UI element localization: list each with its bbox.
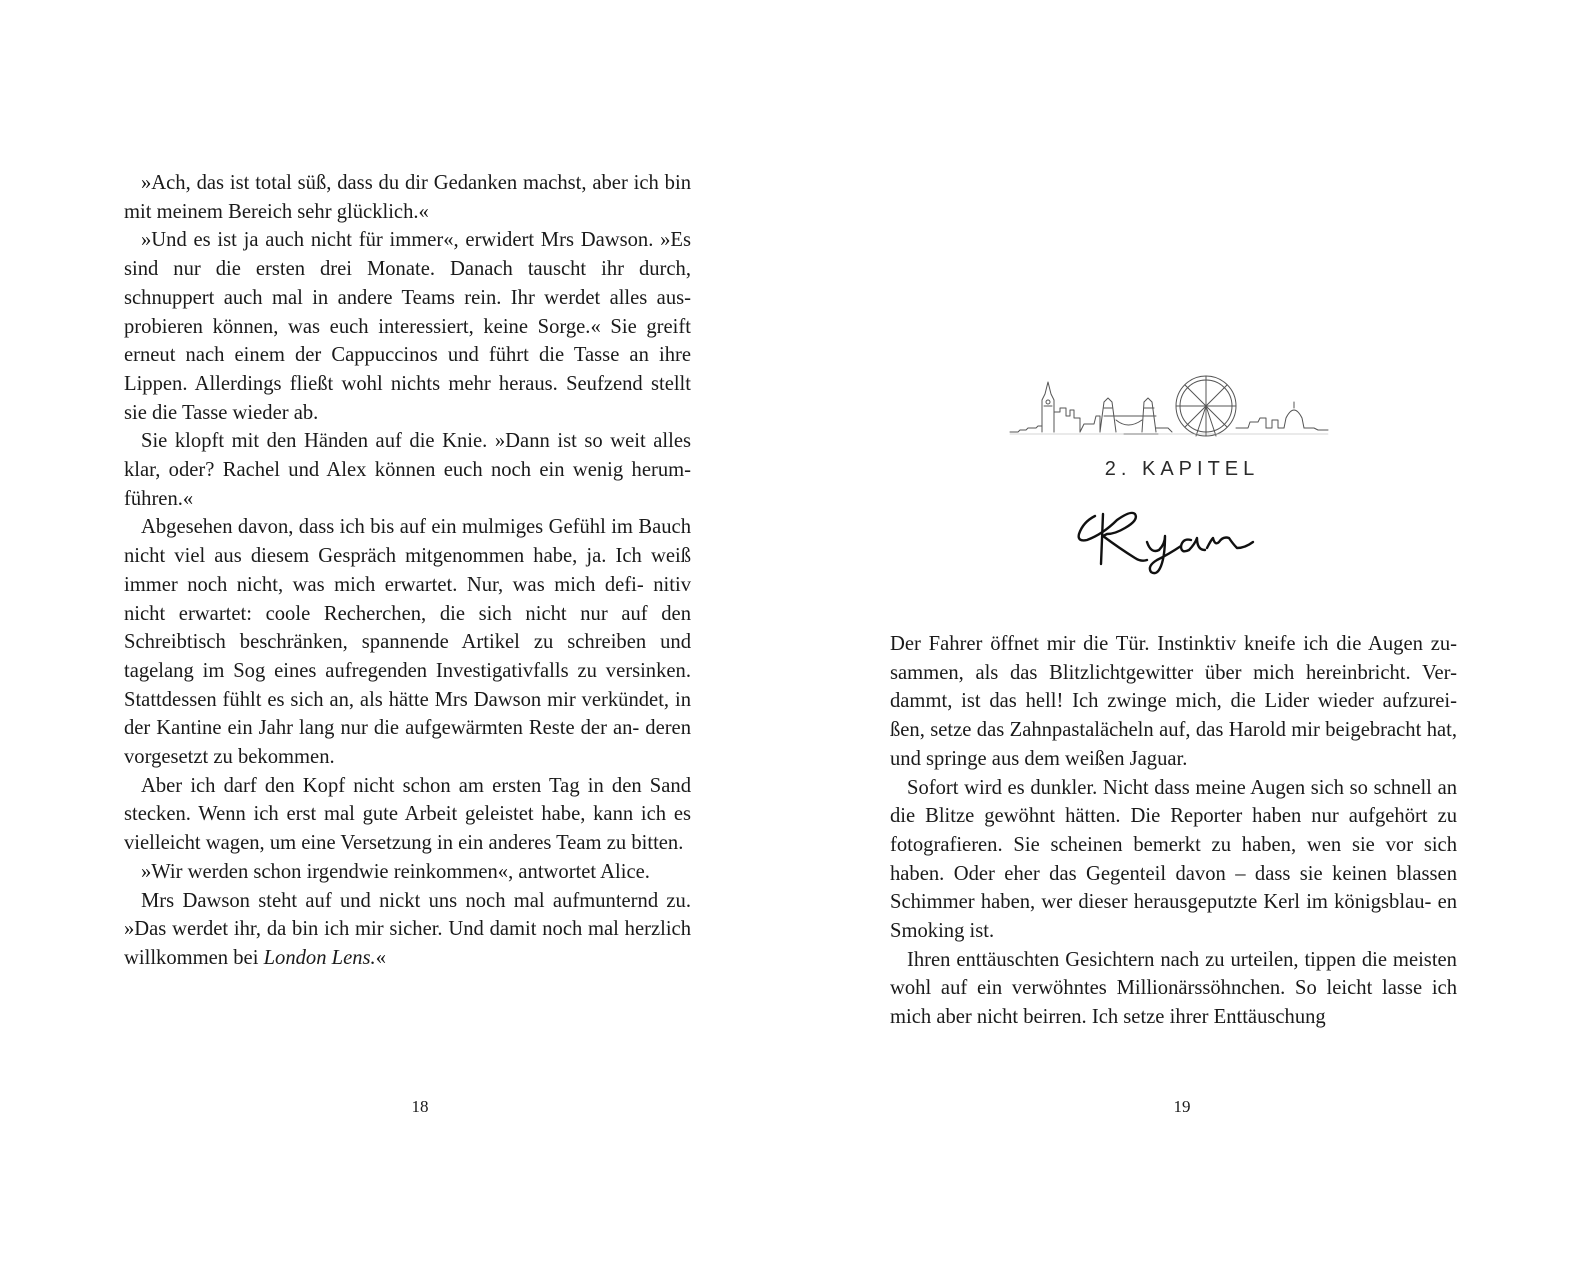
text-line: Ihren enttäuschten Gesichtern nach zu urteilen, tippen die: [907, 948, 1387, 971]
right-page-body: [890, 630, 1457, 1032]
text-line: dammt, ist das hell! Ich zwinge mich, die Lider wieder aufzurei-: [890, 690, 1457, 713]
page-number-left: 18: [411, 1097, 429, 1116]
text-line: zu fotografieren. Sie scheinen bemerkt zu haben, wen sie vor sich: [890, 805, 1457, 856]
text-line: Aber ich darf den Kopf nicht schon am ersten Tag in den Sand: [141, 774, 691, 797]
text-line: klar, oder? Rachel und Alex können euch noch ein wenig herum-: [124, 459, 691, 482]
text-line: in der Kantine ein Jahr lang nur die aufgewärmten Reste der an-: [124, 688, 692, 740]
text-line: sammen, als das Blitzlichtgewitter über mich hereinbricht. Ver-: [890, 661, 1457, 684]
text-line: probieren können, was euch interessiert, keine Sorge.« Sie greift: [124, 315, 691, 338]
text-line: en Smoking ist.: [890, 891, 1457, 943]
publication-title: London Lens.: [263, 946, 376, 969]
text-line: Abgesehen davon, dass ich bis auf ein mulmiges Gefühl im: [141, 516, 633, 539]
text-line: hat, und springe aus dem weißen Jaguar.: [890, 719, 1457, 770]
text-line: schnuppert auch mal in andere Teams rein. Ihr werdet alles aus-: [124, 286, 691, 309]
text-line: weiß immer noch nicht, was mich erwartet. Nur, was mich defi-: [124, 545, 691, 596]
paragraph: [124, 887, 691, 973]
text-line: Sie klopft mit den Händen auf die Knie. »Dann ist so weit alles: [141, 430, 691, 453]
paragraph: [890, 630, 1457, 774]
text-line: Mrs Dawson steht auf und nickt uns noch mal aufmunternd zu.: [141, 889, 691, 912]
paragraph: [124, 772, 691, 858]
text-line: nitiv nicht erwartet: coole Recherchen, die sich nicht nur auf den: [124, 573, 692, 625]
text-line: Stattdessen fühlt es sich an, als hätte Mrs Dawson mir verkündet,: [124, 688, 670, 711]
text-line: deren vorgesetzt zu bekommen.: [124, 717, 691, 769]
text-line: »Wir werden schon irgendwie reinkommen«, antwortet Alice.: [141, 860, 650, 883]
text-line: haben. Oder eher das Gegenteil davon – dass sie keinen blassen: [890, 862, 1457, 885]
text-line: Der Fahrer öffnet mir die Tür. Instinktiv kneife ich die Augen zu-: [890, 633, 1457, 655]
paragraph: [124, 513, 691, 771]
text-line: Schreibtisch beschränken, spannende Artikel zu schreiben und: [124, 631, 691, 654]
text-line: meisten wohl auf ein verwöhntes Millionärssöhnchen. So leicht: [890, 948, 1457, 1000]
text-line: »Das werdet ihr, da bin ich mir sicher. Und damit noch mal: [124, 918, 619, 941]
paragraph: [124, 169, 691, 226]
text-line: an die Blitze gewöhnt hätten. Die Reporter haben nur aufgehört: [890, 776, 1457, 828]
text-line: ßen, setze das Zahnpastalächeln auf, das Harold mir beigebracht: [890, 719, 1422, 742]
london-skyline-icon: [1008, 372, 1330, 446]
paragraph: [890, 774, 1457, 946]
text-line: stecken. Wenn ich erst mal gute Arbeit geleistet habe, kann ich: [124, 803, 667, 826]
paragraph: [124, 858, 691, 887]
text-line: Bauch nicht viel aus diesem Gespräch mitgenommen habe, ja. Ich: [124, 516, 691, 568]
text-line: »Es sind nur die ersten drei Monate. Danach tauscht ihr durch,: [124, 229, 691, 281]
paragraph: [124, 427, 691, 513]
text-line: Lippen. Allerdings fließt wohl nichts mehr heraus. Seufzend: [124, 372, 643, 395]
right-page: [797, 0, 1594, 1269]
text-line: es vielleicht wagen, um eine Versetzung in ein anderes Team zu: [124, 803, 691, 855]
text-line: Sofort wird es dunkler. Nicht dass meine Augen sich so schnell: [907, 776, 1432, 799]
page-number-right: 19: [1173, 1097, 1191, 1116]
text-line: Schimmer haben, wer dieser herausgeputzte Kerl im königsblau-: [890, 891, 1432, 914]
text-line: lasse ich mich aber nicht beirren. Ich setze ihrer Enttäuschung: [890, 977, 1457, 1029]
chapter-name-script: [1073, 502, 1265, 576]
text-line: »Ach, das ist total süß, dass du dir Gedanken machst, aber ich: [141, 172, 659, 194]
text-line: »Und es ist ja auch nicht für immer«, erwidert Mrs Dawson.: [141, 229, 654, 252]
text-line: herzlich willkommen bei: [124, 918, 691, 969]
paragraph: [890, 946, 1457, 1032]
paragraph: [124, 226, 691, 427]
text-line: stellt sie die Tasse wieder ab.: [124, 372, 691, 424]
text-line: bitten.: [631, 832, 684, 855]
text-line: tagelang im Sog eines aufregenden Investigativfalls zu versinken.: [124, 659, 691, 682]
closing-quote: «: [375, 946, 386, 969]
text-line: bin mit meinem Bereich sehr glücklich.«: [124, 172, 691, 223]
chapter-label: 2. KAPITEL: [1104, 458, 1260, 480]
text-line: erneut nach einem der Cappuccinos und führt die Tasse an ihre: [124, 344, 691, 367]
left-page-body: [124, 169, 691, 973]
text-line: führen.«: [124, 487, 194, 510]
